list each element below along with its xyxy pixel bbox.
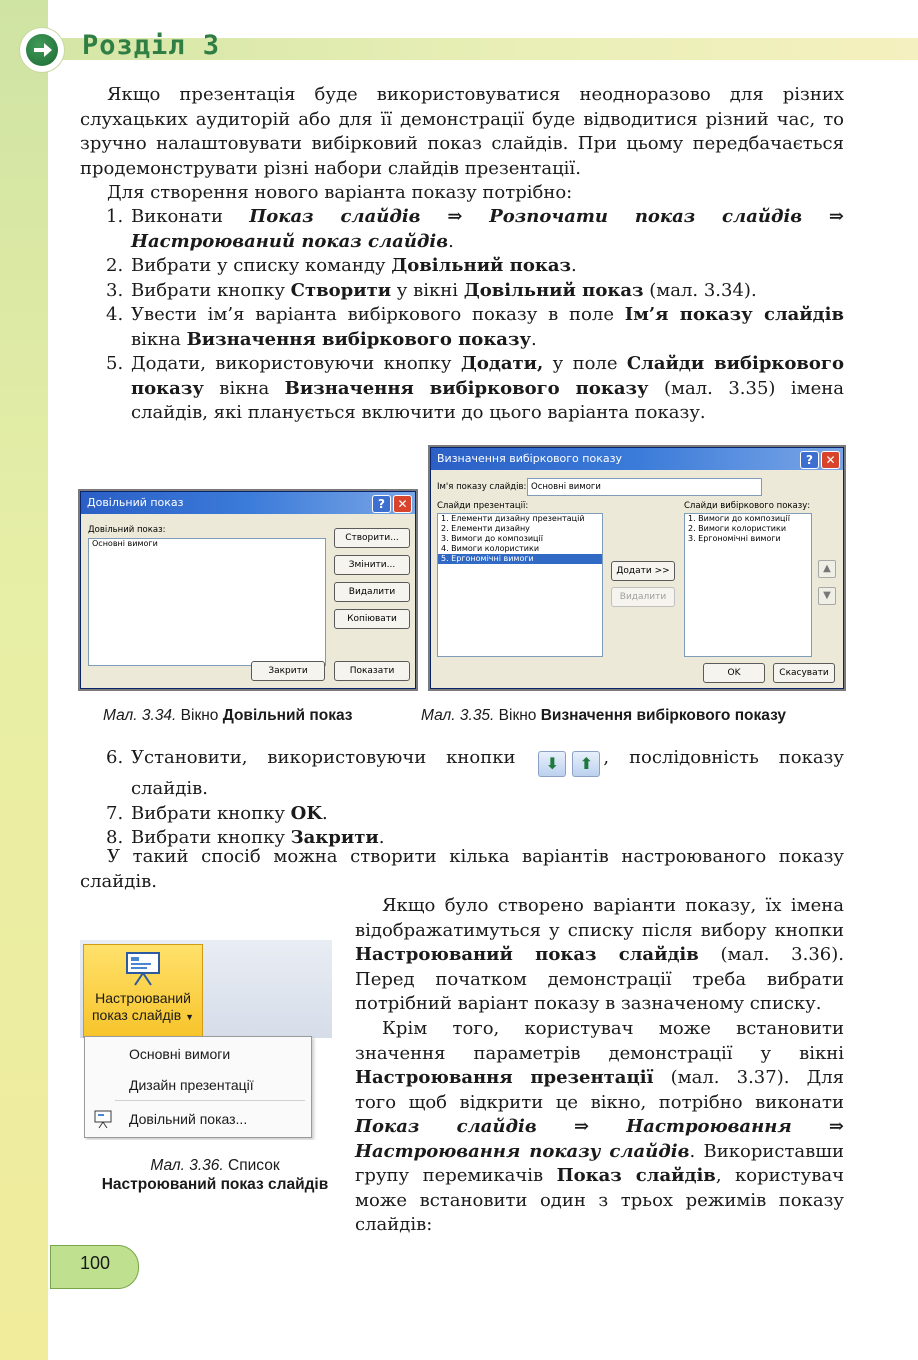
list-item[interactable]: Основні вимоги	[92, 539, 158, 548]
custom-show-list[interactable]	[88, 538, 326, 666]
intro-paragraph: Якщо презентація буде використовуватися неодноразово для різних слухацьких аудиторій або для її демонстрації буде відводитися різний час, то зручно налаштовувати вибірковий показ слайдів. При цьому передбачається продемонструвати різні набори слайдів презентації.	[80, 84, 844, 179]
left-decor-strip	[0, 0, 48, 1360]
dialog-custom-show	[80, 491, 416, 689]
list-item[interactable]: 1. Вимоги до композиції	[688, 514, 790, 523]
list-label: Довільний показ:	[88, 525, 166, 535]
show-button[interactable]: Показати	[334, 661, 410, 681]
custom-show-icon	[93, 1109, 115, 1129]
page-number: 100	[80, 1253, 111, 1273]
list-item[interactable]: 4. Вимоги колористики	[441, 544, 540, 553]
move-down-icon[interactable]: ▼	[818, 587, 836, 605]
delete-button[interactable]: Видалити	[334, 582, 410, 602]
list-item-selected[interactable]: 5. Ергономічні вимоги	[438, 554, 602, 564]
step-5: 5. Додати, використовуючи кнопку Додати, у поле Слайди вибіркового показу вікна Визначення вибіркового показу (мал. 3.35) імена слайдів, які планується включити до цього варіанта показу.	[106, 353, 845, 423]
close-icon[interactable]: ✕	[821, 451, 840, 469]
step-6: 6. Установити, використовуючи кнопки ⬇ ⬆ , послідовність показу слайдів.	[106, 747, 844, 799]
dialog-title: Довільний показ	[81, 492, 415, 514]
close-icon[interactable]: ✕	[393, 495, 412, 513]
move-up-icon: ⬆	[572, 751, 600, 777]
list-item[interactable]: 2. Елементи дизайну	[441, 524, 530, 533]
cancel-button[interactable]: Скасувати	[773, 663, 835, 683]
list-item[interactable]: 3. Ергономічні вимоги	[688, 534, 781, 543]
arrow-right-icon	[20, 28, 64, 72]
steps-list	[106, 205, 844, 426]
menu-item[interactable]: Дизайн презентації	[129, 1077, 254, 1093]
copy-button[interactable]: Копіювати	[334, 609, 410, 629]
move-down-icon: ⬇	[538, 751, 566, 777]
menu-divider	[115, 1100, 305, 1101]
menu-item[interactable]: Основні вимоги	[129, 1046, 231, 1062]
list-item[interactable]: 1. Елементи дизайну презентацій	[441, 514, 585, 523]
edit-button[interactable]: Змінити...	[334, 555, 410, 575]
caption-fig-3-35: Мал. 3.35. Вікно Визначення вибіркового показу	[421, 707, 787, 724]
slide-show-icon	[121, 951, 165, 987]
chevron-down-icon: ▼	[185, 1012, 195, 1022]
custom-show-slides-list[interactable]	[684, 513, 812, 657]
steps-list-continued	[106, 746, 844, 851]
right-paragraph-1: Якщо було створено варіанти показу, їх імена відображатимуться у списку після вибору кнопки Настроюваний показ слайдів (мал. 3.36). Перед початком демонстрації треба вибрати потрібний варіант показу в зазначеному списку.	[355, 895, 844, 1014]
button-label-line2: показ слайдів	[91, 1007, 182, 1023]
custom-slide-show-button[interactable]	[83, 944, 203, 1038]
close-button[interactable]: Закрити	[251, 661, 325, 681]
step-2: 2. Вибрати у списку команду Довільний показ.	[106, 255, 577, 276]
step-4: 4. Увести ім’я варіанта вибіркового показу в поле Ім’я показу слайдів вікна Визначення вибіркового показу.	[106, 304, 844, 350]
caption-fig-3-36: Мал. 3.36. Список Настроюваний показ слайдів	[101, 1157, 329, 1193]
add-button[interactable]: Додати >>	[611, 561, 675, 581]
presentation-slides-label: Слайди презентації:	[437, 501, 529, 511]
list-item[interactable]: 3. Вимоги до композиції	[441, 534, 543, 543]
show-name-input[interactable]: Основні вимоги	[527, 478, 762, 496]
show-name-label: Ім'я показу слайдів:	[437, 482, 527, 492]
move-up-icon[interactable]: ▲	[818, 560, 836, 578]
create-button[interactable]: Створити...	[334, 528, 410, 548]
menu-item[interactable]: Довільний показ...	[129, 1111, 248, 1127]
help-icon[interactable]: ?	[800, 451, 819, 469]
after-steps-paragraph: У такий спосіб можна створити кілька варіантів настроюваного показу слайдів.	[80, 846, 844, 892]
dialog-define-custom-show	[430, 447, 844, 689]
step-1: 1. Виконати Показ слайдів ⇒ Розпочати показ слайдів ⇒ Настроюваний показ слайдів.	[106, 206, 845, 252]
ok-button[interactable]: OK	[703, 663, 765, 683]
right-paragraph-2: Крім того, користувач може встановити значення параметрів демонстрації у вікні Настроювання презентації (мал. 3.37). Для того щоб відкрити це вікно, потрібно виконати Показ слайдів ⇒ Настроювання ⇒ Настроювання показу слайдів. Використавши групу перемикачів Показ слайдів, користувач може встановити один з трьох режимів показу слайдів:	[355, 1018, 844, 1235]
remove-button[interactable]: Видалити	[611, 587, 675, 607]
intro-lead: Для створення нового варіанта показу потрібно:	[107, 182, 573, 203]
help-icon[interactable]: ?	[372, 495, 391, 513]
custom-show-slides-label: Слайди вибіркового показу:	[684, 501, 811, 511]
step-8: 8. Вибрати кнопку Закрити.	[106, 827, 385, 848]
list-item[interactable]: 2. Вимоги колористики	[688, 524, 787, 533]
custom-show-dropdown	[84, 1036, 312, 1138]
chapter-title: Розділ 3	[82, 30, 221, 61]
fig-custom-show-menu	[80, 940, 332, 1140]
caption-fig-3-34: Мал. 3.34. Вікно Довільний показ	[103, 707, 353, 724]
dialog-title: Визначення вибіркового показу	[431, 448, 843, 470]
step-3: 3. Вибрати кнопку Створити у вікні Довільний показ (мал. 3.34).	[106, 279, 757, 301]
step-7: 7. Вибрати кнопку OK.	[106, 802, 328, 824]
presentation-slides-list[interactable]	[437, 513, 603, 657]
button-label-line1: Настроюваний	[95, 990, 191, 1006]
